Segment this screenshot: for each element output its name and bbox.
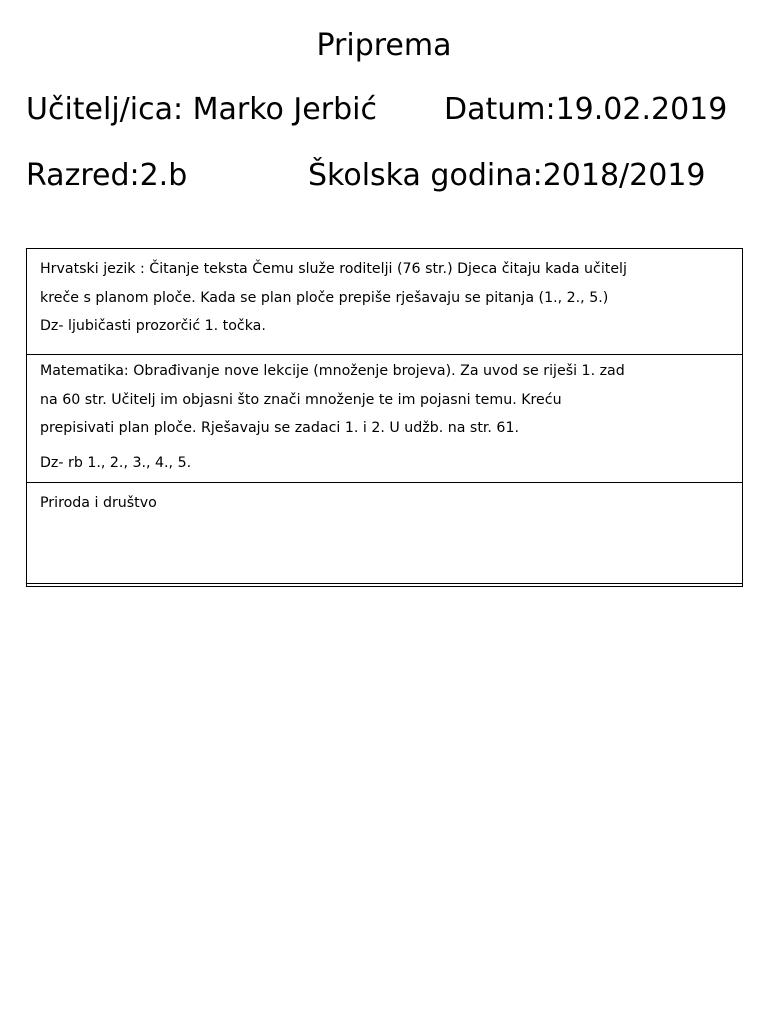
math-homework: Dz- rb 1., 2., 3., 4., 5. [40,454,192,471]
table-bottom-rule [27,583,742,584]
class-label: Razred:2.b [26,158,188,193]
croatian-text-line: Hrvatski jezik : Čitanje teksta Čemu služe roditelji (76 str.) Djeca čitaju kada učitelj [40,261,627,277]
page-title: Priprema [316,28,452,63]
section-nature-society [27,483,742,587]
math-text-line: na 60 str. Učitelj im objasni što znači množenje te im pojasni temu. Kreću [40,391,562,408]
math-text-line: Matematika: Obrađivanje nove lekcije (množenje brojeva). Za uvod se riješi 1. zad [40,363,625,379]
lesson-plan-table [26,248,743,587]
teacher-name: Učitelj/ica: Marko Jerbić [26,92,377,127]
math-text-line: prepisivati plan ploče. Rješavaju se zadaci 1. i 2. U udžb. na str. 61. [40,420,519,436]
nature-society-heading: Priroda i društvo [40,495,157,511]
section-mathematics [27,355,742,483]
school-year: Školska godina:2018/2019 [308,158,706,193]
lesson-date: Datum:19.02.2019 [444,92,728,127]
croatian-text-line: kreče s planom ploče. Kada se plan ploče prepiše rješavaju se pitanja (1., 2., 5.) [40,289,609,306]
section-croatian-language [27,249,742,355]
croatian-homework: Dz- ljubičasti prozorčić 1. točka. [40,318,266,334]
